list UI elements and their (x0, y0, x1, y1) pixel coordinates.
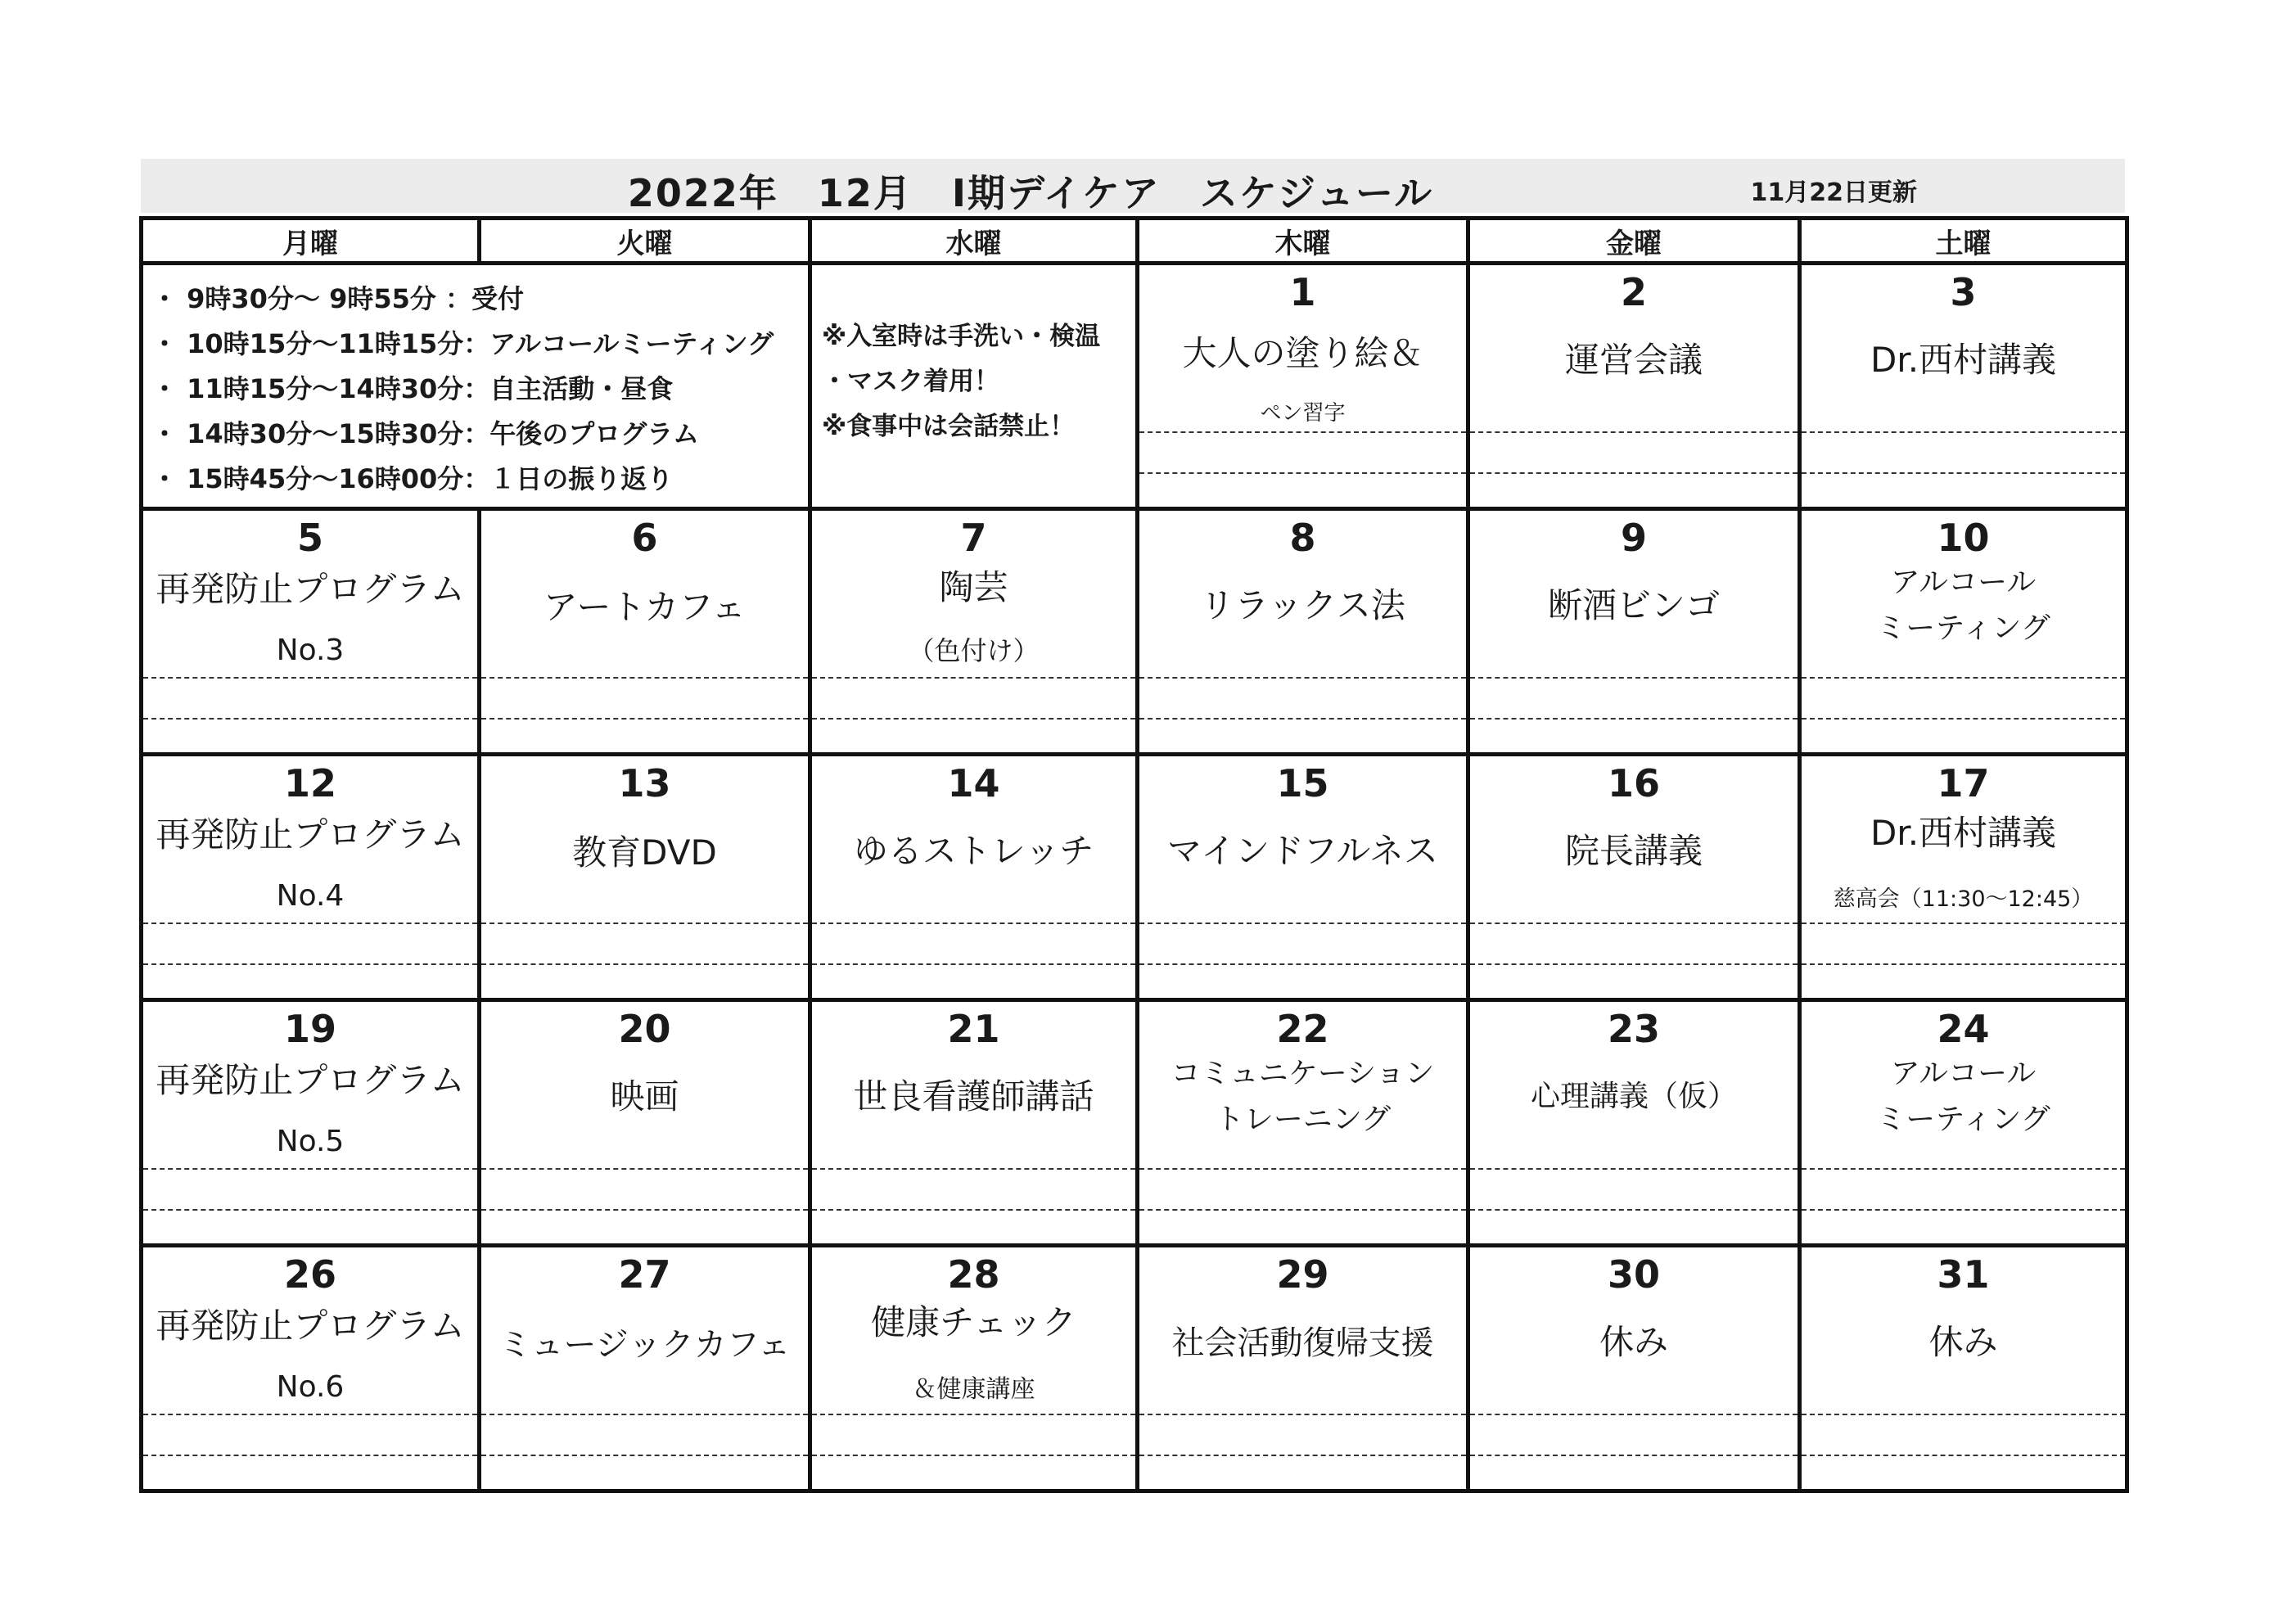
event-title: ミュージックカフェ (498, 1326, 791, 1364)
event-title: アルコール (1890, 1057, 2037, 1090)
day-number: 3 (1950, 270, 1977, 314)
event-title: 再発防止プログラム (156, 569, 465, 609)
note-lines (1802, 923, 2125, 965)
event-subtitle: ＆健康講座 (912, 1375, 1035, 1404)
note-lines (1802, 431, 2125, 474)
day-number: 31 (1937, 1252, 1990, 1297)
event-subtitle: No.4 (276, 879, 345, 913)
event-title: 陶芸 (939, 567, 1008, 607)
event-title-line2: トレーニング (1214, 1103, 1392, 1136)
note-item: ※入室時は手洗い・検温 (822, 322, 1101, 351)
week-row (142, 264, 2127, 509)
day-cell-30 (1468, 1246, 1800, 1491)
event-title: マインドフルネス (1167, 831, 1438, 871)
day-number: 17 (1937, 761, 1990, 805)
event-title: リラックス法 (1200, 585, 1405, 625)
note-lines (481, 1414, 808, 1456)
note-item: ※食事中は会話禁止！ (822, 412, 1076, 441)
day-number: 1 (1289, 270, 1316, 314)
day-cell-28 (810, 1246, 1138, 1491)
note-lines (1802, 1414, 2125, 1456)
note-lines (1139, 431, 1466, 474)
day-number: 9 (1620, 516, 1647, 560)
note-lines (1802, 677, 2125, 720)
week-row (142, 509, 2127, 755)
event-title: 休み (1928, 1322, 1998, 1362)
day-number: 20 (618, 1007, 671, 1051)
event-title: アートカフェ (543, 587, 747, 627)
time-item: ・ 9時30分～ 9時55分 ：受付 (151, 283, 525, 314)
title-bar (141, 159, 2125, 213)
note-lines (1470, 677, 1798, 720)
day-cell-17 (1800, 755, 2127, 1000)
day-cell-31 (1800, 1246, 2127, 1491)
event-subtitle: No.5 (276, 1125, 345, 1158)
day-number: 10 (1937, 516, 1990, 560)
day-cell-13 (480, 755, 810, 1000)
event-title: 断酒ビンゴ (1547, 585, 1720, 625)
weekday-wed: 水曜 (810, 219, 1138, 264)
day-number: 13 (618, 761, 671, 805)
note-lines (1139, 1168, 1466, 1211)
day-number: 21 (947, 1007, 1000, 1051)
day-cell-7 (810, 509, 1138, 755)
day-cell-8 (1138, 509, 1468, 755)
event-title: 映画 (610, 1076, 679, 1116)
day-cell-3 (1800, 264, 2127, 509)
event-title: 世良看護師講話 (853, 1076, 1094, 1116)
note-lines (143, 1168, 477, 1211)
day-number: 8 (1289, 516, 1316, 560)
note-lines (812, 1168, 1135, 1211)
day-number: 5 (296, 516, 323, 560)
event-title: 社会活動復帰支援 (1171, 1324, 1434, 1362)
day-number: 29 (1276, 1252, 1329, 1297)
event-title: 院長講義 (1564, 831, 1703, 871)
event-title: 大人の塗り絵＆ (1182, 333, 1423, 373)
note-lines (1470, 431, 1798, 474)
day-cell-1 (1138, 264, 1468, 509)
event-title: 心理講義（仮） (1530, 1080, 1737, 1113)
day-number: 26 (283, 1252, 336, 1297)
event-title: 教育DVD (572, 832, 717, 873)
day-cell-20 (480, 1000, 810, 1246)
day-cell-21 (810, 1000, 1138, 1246)
event-subtitle: ペン習字 (1260, 401, 1346, 426)
note-item: ・マスク着用！ (822, 367, 999, 396)
day-cell-5 (142, 509, 480, 755)
event-title: 休み (1599, 1322, 1668, 1362)
time-item: ・ 14時30分～15時30分：午後のプログラム (151, 418, 699, 449)
event-title: 運営会議 (1564, 340, 1703, 380)
note-lines (143, 677, 477, 720)
day-cell-26 (142, 1246, 480, 1491)
weekday-mon: 月曜 (142, 219, 480, 264)
weekday-fri: 金曜 (1468, 219, 1800, 264)
time-info-cell (142, 264, 810, 509)
note-lines (812, 923, 1135, 965)
day-number: 22 (1276, 1007, 1329, 1051)
note-lines (812, 677, 1135, 720)
weekday-thu: 木曜 (1138, 219, 1468, 264)
day-number: 16 (1607, 761, 1660, 805)
week-row (142, 755, 2127, 1000)
notes-cell (810, 264, 1138, 509)
day-cell-22 (1138, 1000, 1468, 1246)
updated-date: 11月22日更新 (1750, 178, 1917, 207)
day-number: 30 (1607, 1252, 1660, 1297)
note-lines (1470, 923, 1798, 965)
day-number: 15 (1276, 761, 1329, 805)
day-number: 24 (1937, 1007, 1990, 1051)
day-cell-6 (480, 509, 810, 755)
notes-list (812, 265, 1135, 449)
day-number: 28 (947, 1252, 1000, 1297)
event-title: 再発防止プログラム (156, 1060, 465, 1100)
day-number: 14 (947, 761, 1000, 805)
day-cell-24 (1800, 1000, 2127, 1246)
day-cell-10 (1800, 509, 2127, 755)
note-lines (481, 677, 808, 720)
event-title: 再発防止プログラム (156, 814, 465, 855)
note-lines (143, 1414, 477, 1456)
day-cell-23 (1468, 1000, 1800, 1246)
day-cell-19 (142, 1000, 480, 1246)
day-cell-2 (1468, 264, 1800, 509)
event-title: コミュニケーション (1171, 1057, 1435, 1090)
day-number: 6 (631, 516, 658, 560)
note-lines (481, 1168, 808, 1211)
event-title: ゆるストレッチ (853, 831, 1094, 871)
day-cell-14 (810, 755, 1138, 1000)
schedule-table (139, 216, 2129, 1493)
note-lines (1470, 1414, 1798, 1456)
day-cell-29 (1138, 1246, 1468, 1491)
note-lines (1802, 1168, 2125, 1211)
event-title-line2: ミーティング (1876, 1103, 2050, 1136)
event-subtitle: No.6 (276, 1370, 345, 1404)
note-lines (1139, 677, 1466, 720)
weekday-header-row (142, 219, 2127, 264)
note-lines (1139, 923, 1466, 965)
weekday-sat: 土曜 (1800, 219, 2127, 264)
note-lines (812, 1414, 1135, 1456)
day-cell-15 (1138, 755, 1468, 1000)
note-lines (481, 923, 808, 965)
day-number: 7 (960, 516, 987, 560)
time-item: ・ 15時45分～16時00分：１日の振り返り (151, 463, 674, 494)
event-subtitle: No.3 (276, 634, 345, 667)
day-cell-16 (1468, 755, 1800, 1000)
time-item: ・ 11時15分～14時30分：自主活動・昼食 (151, 373, 674, 404)
note-lines (143, 923, 477, 965)
event-subtitle: 慈高会（11:30～12:45） (1833, 886, 2094, 912)
weekday-tue: 火曜 (480, 219, 810, 264)
day-number: 12 (283, 761, 336, 805)
event-subtitle: （色付け） (908, 635, 1040, 666)
note-lines (1470, 1168, 1798, 1211)
event-title: Dr.西村講義 (1870, 813, 2057, 853)
day-number: 27 (618, 1252, 671, 1297)
page-title: 2022年 12月 Ⅰ期デイケア スケジュール (627, 171, 1434, 215)
event-title: 健康チェック (871, 1302, 1076, 1342)
day-cell-12 (142, 755, 480, 1000)
note-lines (1139, 1414, 1466, 1456)
event-title: 再発防止プログラム (156, 1306, 465, 1346)
day-cell-27 (480, 1246, 810, 1491)
event-title-line2: ミーティング (1876, 611, 2050, 645)
event-title: アルコール (1890, 566, 2037, 599)
day-cell-9 (1468, 509, 1800, 755)
day-number: 19 (283, 1007, 336, 1051)
week-row (142, 1000, 2127, 1246)
time-item: ・ 10時15分～11時15分：アルコールミーティング (151, 328, 774, 359)
day-number: 2 (1620, 270, 1647, 314)
event-title: Dr.西村講義 (1870, 340, 2057, 380)
time-schedule-list (143, 265, 808, 502)
day-number: 23 (1607, 1007, 1660, 1051)
week-row (142, 1246, 2127, 1491)
